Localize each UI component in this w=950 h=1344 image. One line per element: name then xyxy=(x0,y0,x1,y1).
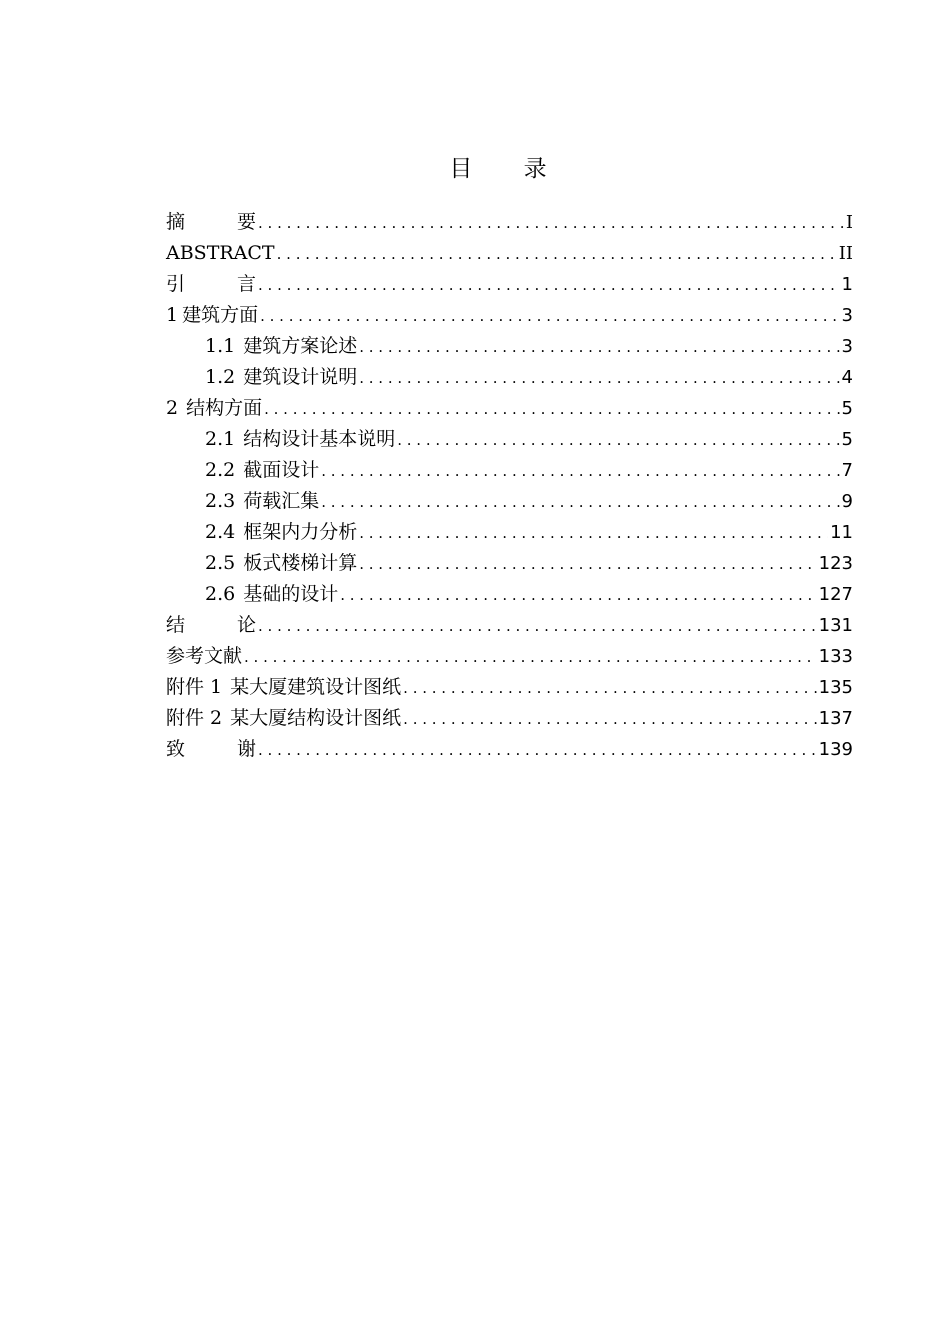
toc-entry-page: 3 xyxy=(841,305,853,326)
toc-entry-introduction[interactable] xyxy=(166,269,853,300)
toc-entry-page: 137 xyxy=(818,708,853,729)
toc-entry-number: 1 xyxy=(166,304,179,326)
toc-entry-abstract-cn[interactable] xyxy=(166,207,853,238)
toc-leader-dots xyxy=(260,301,839,332)
toc-entry-label: 2.1 结构设计基本说明 xyxy=(205,428,396,450)
toc-entry-page: 9 xyxy=(841,491,853,512)
toc-entry-page: 133 xyxy=(818,646,853,667)
toc-leader-dots xyxy=(397,425,839,456)
toc-entry-page: 139 xyxy=(818,739,853,760)
toc-list xyxy=(166,207,853,765)
toc-entry-page: II xyxy=(838,243,853,264)
toc-entry-conclusion[interactable] xyxy=(166,610,853,641)
toc-entry-section-2-6[interactable] xyxy=(166,579,853,610)
toc-leader-dots xyxy=(258,735,817,766)
toc-entry-page: I xyxy=(845,212,853,233)
toc-leader-dots xyxy=(244,642,817,673)
toc-entry-page: 127 xyxy=(818,584,853,605)
toc-entry-abstract-en[interactable] xyxy=(166,238,853,269)
toc-entry-number: 2.2 xyxy=(205,459,236,481)
toc-entry-page: 4 xyxy=(841,367,853,388)
toc-entry-label: 参考文献 xyxy=(166,645,243,667)
toc-entry-number: 2.1 xyxy=(205,428,236,450)
toc-entry-number: 附件 2 xyxy=(166,707,223,729)
toc-entry-number: 附件 1 xyxy=(166,676,223,698)
toc-entry-number: 1.1 xyxy=(205,335,236,357)
toc-leader-dots xyxy=(258,208,844,239)
toc-entry-chapter-2[interactable] xyxy=(166,393,853,424)
toc-entry-label: 摘 要 xyxy=(166,211,256,233)
toc-entry-page: 11 xyxy=(830,522,853,543)
toc-entry-section-1-2[interactable] xyxy=(166,362,853,393)
toc-entry-acknowledgements[interactable] xyxy=(166,734,853,765)
toc-entry-section-2-5[interactable] xyxy=(166,548,853,579)
toc-entry-label: 附件 1 某大厦建筑设计图纸 xyxy=(166,676,402,698)
toc-entry-section-2-3[interactable] xyxy=(166,486,853,517)
toc-entry-page: 123 xyxy=(818,553,853,574)
toc-leader-dots xyxy=(403,673,816,704)
toc-leader-dots xyxy=(321,456,839,487)
toc-entry-page: 135 xyxy=(818,677,853,698)
toc-entry-number: 2.4 xyxy=(205,521,236,543)
toc-entry-label: 结 论 xyxy=(166,614,256,636)
toc-leader-dots xyxy=(264,394,839,425)
toc-entry-label: 2.4 框架内力分析 xyxy=(205,521,358,543)
toc-entry-appendix-1[interactable] xyxy=(166,672,853,703)
toc-entry-number: 1.2 xyxy=(205,366,236,388)
toc-leader-dots xyxy=(359,549,816,580)
toc-entry-label: 2.3 荷载汇集 xyxy=(205,490,320,512)
toc-entry-section-2-2[interactable] xyxy=(166,455,853,486)
toc-entry-page: 3 xyxy=(841,336,853,357)
toc-entry-number: 2.3 xyxy=(205,490,236,512)
toc-entry-label: 引 言 xyxy=(166,273,256,295)
toc-entry-page: 1 xyxy=(841,274,853,295)
toc-entry-section-2-1[interactable] xyxy=(166,424,853,455)
toc-leader-dots xyxy=(258,611,817,642)
toc-leader-dots xyxy=(359,363,839,394)
toc-entry-section-1-1[interactable] xyxy=(166,331,853,362)
toc-entry-page: 5 xyxy=(841,398,853,419)
toc-leader-dots xyxy=(359,518,828,549)
toc-entry-label: 1.2 建筑设计说明 xyxy=(205,366,358,388)
toc-entry-label: 附件 2 某大厦结构设计图纸 xyxy=(166,707,402,729)
toc-entry-number: 2.5 xyxy=(205,552,236,574)
toc-entry-label: ABSTRACT xyxy=(166,242,275,264)
toc-entry-chapter-1[interactable] xyxy=(166,300,853,331)
toc-entry-label: 2.2 截面设计 xyxy=(205,459,320,481)
toc-title: 目 录 xyxy=(449,156,569,182)
toc-leader-dots xyxy=(258,270,840,301)
toc-entry-label: 致 谢 xyxy=(166,738,256,760)
toc-entry-label: 1 建筑方面 xyxy=(166,304,259,326)
toc-leader-dots xyxy=(340,580,816,611)
toc-leader-dots xyxy=(321,487,839,518)
toc-entry-page: 131 xyxy=(818,615,853,636)
toc-leader-dots xyxy=(277,239,837,270)
toc-entry-number: 2 xyxy=(166,397,179,419)
toc-entry-appendix-2[interactable] xyxy=(166,703,853,734)
toc-entry-section-2-4[interactable] xyxy=(166,517,853,548)
toc-entry-label: 1.1 建筑方案论述 xyxy=(205,335,358,357)
toc-entry-label: 2 结构方面 xyxy=(166,397,263,419)
toc-entry-references[interactable] xyxy=(166,641,853,672)
toc-entry-page: 7 xyxy=(841,460,853,481)
toc-entry-label: 2.5 板式楼梯计算 xyxy=(205,552,358,574)
toc-leader-dots xyxy=(359,332,839,363)
toc-entry-number: 2.6 xyxy=(205,583,236,605)
toc-entry-page: 5 xyxy=(841,429,853,450)
toc-entry-label: 2.6 基础的设计 xyxy=(205,583,339,605)
toc-leader-dots xyxy=(403,704,816,735)
